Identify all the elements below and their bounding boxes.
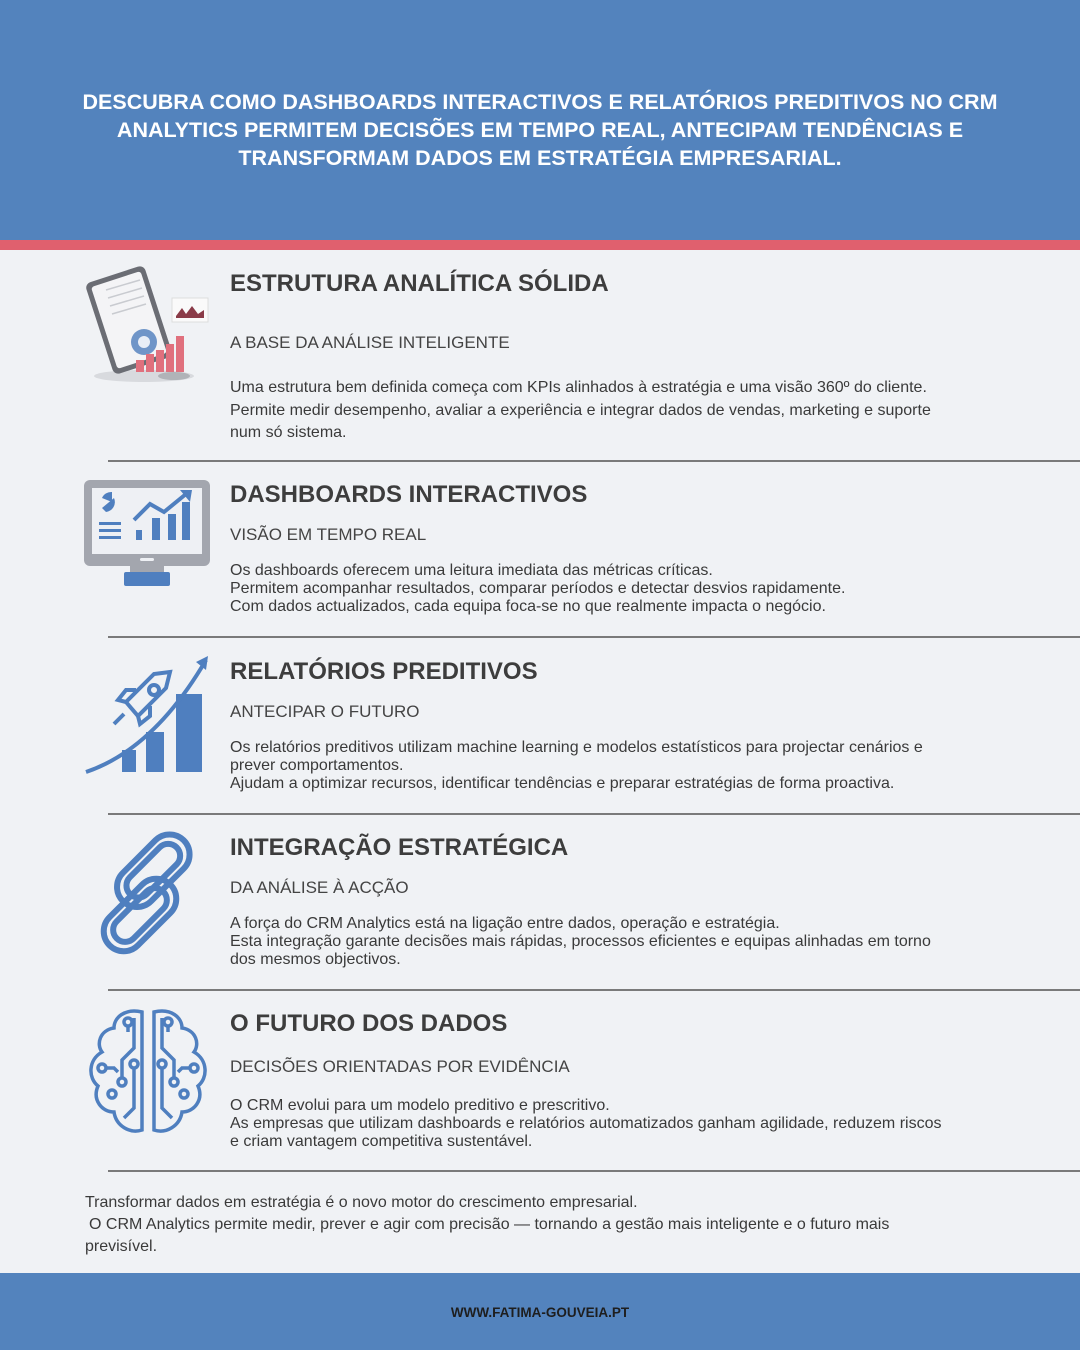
body-line: A força do CRM Analytics está na ligação entre dados, operação e estratégia. <box>230 915 780 932</box>
footer-bar <box>0 1273 1080 1350</box>
section-subtitle: DECISÕES ORIENTADAS POR EVIDÊNCIA <box>230 1057 570 1076</box>
section-body <box>230 739 1010 793</box>
section-body <box>230 562 1010 616</box>
body-line: Ajudam a optimizar recursos, identificar tendências e preparar estratégias de forma proactiva. <box>230 775 895 792</box>
body-line: Uma estrutura bem definida começa com KPIs alinhados à estratégia e uma visão 360º do cliente. <box>230 379 927 396</box>
body-line: Os dashboards oferecem uma leitura imediata das métricas críticas. <box>230 562 713 579</box>
section-title: DASHBOARDS INTERACTIVOS <box>230 481 588 508</box>
closing-line: previsível. <box>85 1238 158 1255</box>
accent-stripe <box>0 240 1080 250</box>
body-line: num só sistema. <box>230 424 347 441</box>
closing-line: O CRM Analytics permite medir, prever e agir com precisão — tornando a gestão mais inteligente e o futuro mais <box>89 1216 890 1233</box>
section-title: O FUTURO DOS DADOS <box>230 1010 508 1037</box>
section-body <box>230 915 1010 969</box>
closing-line: Transformar dados em estratégia é o novo motor do crescimento empresarial. <box>85 1194 638 1211</box>
body-line: Os relatórios preditivos utilizam machine learning e modelos estatísticos para projectar cenários e <box>230 739 923 756</box>
divider <box>108 460 1080 462</box>
website-link[interactable]: WWW.FATIMA-GOUVEIA.PT <box>450 1305 630 1320</box>
section-subtitle: VISÃO EM TEMPO REAL <box>230 525 427 544</box>
circuit-brain-icon <box>84 1008 212 1136</box>
body-line: dos mesmos objectivos. <box>230 951 401 968</box>
body-line: Permitem acompanhar resultados, comparar períodos e detectar desvios rapidamente. <box>230 580 846 597</box>
divider <box>108 989 1080 991</box>
section-body <box>230 1097 1010 1151</box>
headline: DESCUBRA COMO DASHBOARDS INTERACTIVOS E RELATÓRIOS PREDITIVOS NO CRM ANALYTICS PERMITEM DECISÕES EM TEMPO REAL, ANTECIPAM TENDÊNCIAS E TRANSFORMAM DADOS EM ESTRATÉGIA EMPRESARIAL. <box>82 90 998 170</box>
section-body <box>230 377 1010 445</box>
divider <box>108 1170 1080 1172</box>
section-subtitle: A BASE DA ANÁLISE INTELIGENTE <box>230 333 510 352</box>
rocket-growth-icon <box>84 654 212 782</box>
section-subtitle: ANTECIPAR O FUTURO <box>230 702 420 721</box>
body-line: As empresas que utilizam dashboards e relatórios automatizados ganham agilidade, reduzem riscos <box>230 1115 942 1132</box>
body-line: Com dados actualizados, cada equipa foca-se no que realmente impacta o negócio. <box>230 598 826 615</box>
section-subtitle: DA ANÁLISE À ACÇÃO <box>230 878 409 897</box>
section-title: RELATÓRIOS PREDITIVOS <box>230 658 538 685</box>
divider <box>108 813 1080 815</box>
body-line: Permite medir desempenho, avaliar a experiência e integrar dados de vendas, marketing e suporte <box>230 401 931 419</box>
section-title: INTEGRAÇÃO ESTRATÉGICA <box>230 834 569 861</box>
closing-text <box>85 1192 985 1258</box>
dashboard-monitor-icon <box>84 478 212 606</box>
body-line: Esta integração garante decisões mais rápidas, processos eficientes e equipas alinhadas em torno <box>230 933 931 950</box>
chain-link-icon <box>84 830 212 958</box>
section-title: ESTRUTURA ANALÍTICA SÓLIDA <box>230 270 609 297</box>
divider <box>108 636 1080 638</box>
header-banner <box>0 0 1080 240</box>
report-tablet-icon <box>84 266 212 394</box>
body-line: O CRM evolui para um modelo preditivo e prescritivo. <box>230 1097 610 1114</box>
body-line: e criam vantagem competitiva sustentável. <box>230 1133 533 1150</box>
body-line: prever comportamentos. <box>230 757 404 774</box>
